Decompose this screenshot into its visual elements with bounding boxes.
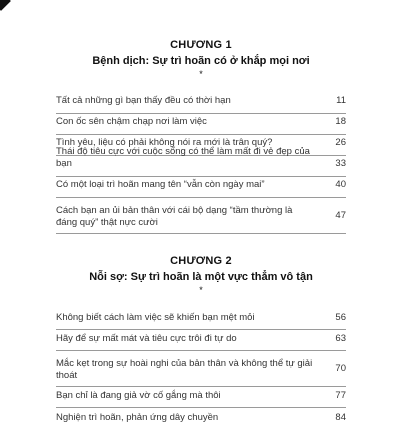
toc-entry-title: Tình yêu, liệu có phải không nói ra mới là trân quý? (56, 137, 273, 148)
toc-entry-title: Thái độ tiêu cực với cuộc sống có thể làm mất đi vẻ đẹp của bạn (56, 146, 310, 169)
chapter-star: * (199, 69, 203, 79)
toc-entry-page: 56 (335, 312, 346, 323)
toc-entry-page: 84 (335, 412, 346, 423)
chapter-heading (56, 254, 346, 295)
toc-entry-page: 63 (335, 333, 346, 344)
toc-entry-page: 77 (335, 390, 346, 401)
chapter-entries-list (56, 309, 346, 429)
toc-entry-title: Có một loại trì hoãn mang tên “vẫn còn ngày mai” (56, 179, 265, 190)
toc-entry-title: Nghiện trì hoãn, phản ứng dây chuyền (56, 412, 219, 423)
toc-entry-page: 47 (335, 209, 346, 221)
chapter-title: Bệnh dịch: Sự trì hoãn có ở khắp mọi nơi (92, 55, 310, 67)
chapter-number: CHƯƠNG 2 (170, 255, 232, 267)
toc-entry[interactable] (56, 198, 346, 234)
toc-entry-page: 26 (335, 137, 346, 148)
toc-entry[interactable] (56, 93, 346, 114)
toc-entry-title: Cách bạn an ủi bản thân với cái bộ dạng “tầm thường là đáng quý” thật nực cười (56, 205, 293, 228)
toc-entry[interactable] (56, 351, 346, 387)
chapter-number: CHƯƠNG 1 (170, 39, 232, 51)
chapter-heading (56, 38, 346, 79)
chapter-entries-list (56, 93, 346, 234)
toc-entry[interactable] (56, 177, 346, 198)
toc-entry-title: Hãy để sự mất mát và tiêu cực trôi đi tự do (56, 333, 237, 344)
chapter-title: Nỗi sợ: Sự trì hoãn là một vực thẳm vô tận (89, 271, 313, 283)
toc-entry[interactable] (56, 146, 346, 177)
corner-marker (0, 0, 11, 11)
toc-entry-title: Mắc kẹt trong sự hoài nghi của bản thân và không thể tự giải thoát (56, 358, 313, 381)
toc-entry[interactable] (56, 387, 346, 408)
chapter-star: * (199, 285, 203, 295)
toc-entry-page: 40 (335, 179, 346, 190)
toc-entry-page: 11 (336, 95, 346, 106)
toc-entry-title: Bạn chỉ là đang giả vờ cố gắng mà thôi (56, 390, 221, 401)
toc-entry-title: Con ốc sên chậm chạp nơi làm việc (56, 116, 207, 127)
toc-entry[interactable] (56, 309, 346, 330)
toc-entry-title: Tất cả những gì bạn thấy đều có thời hạn (56, 95, 231, 106)
toc-entry[interactable] (56, 330, 346, 351)
toc-entry[interactable] (56, 408, 346, 429)
toc-entry-page: 70 (335, 362, 346, 374)
toc-entry-title: Không biết cách làm việc sẽ khiến bạn mệt mỏi (56, 312, 255, 323)
table-of-contents (56, 38, 346, 429)
toc-entry-page: 18 (335, 116, 346, 127)
toc-entry[interactable] (56, 114, 346, 135)
toc-entry-page: 33 (335, 158, 346, 169)
